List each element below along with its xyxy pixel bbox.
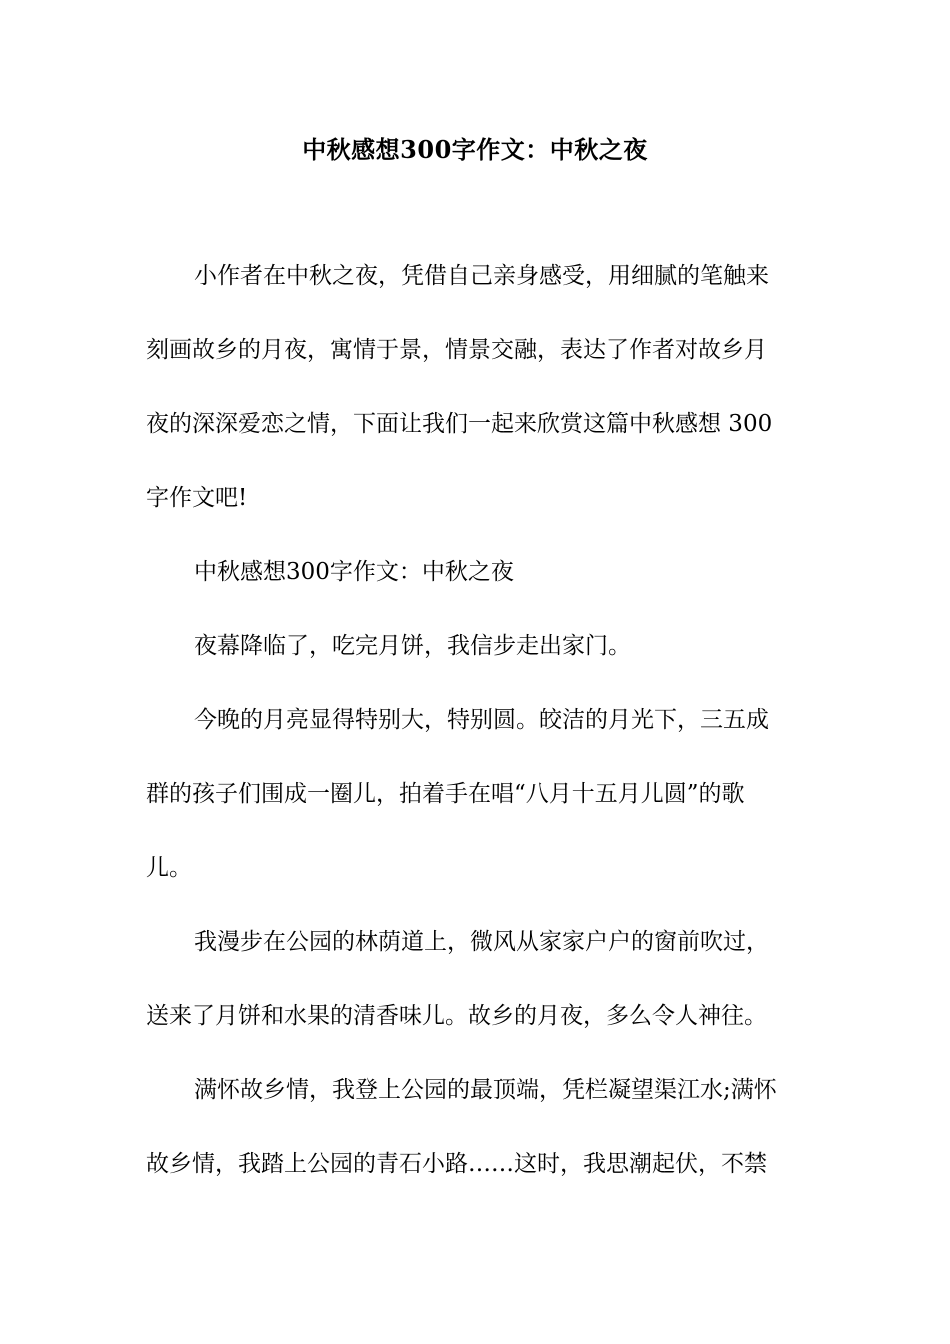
text-line: 字作文吧! (146, 485, 248, 511)
paragraph-moon (146, 702, 808, 887)
text-line: 夜幕降临了，吃完月饼，我信步走出家门。 (194, 633, 631, 659)
document-title: 中秋感想300字作文：中秋之夜 (302, 135, 648, 164)
paragraph-evening (146, 628, 808, 665)
text-line: 今晚的月亮显得特别大，特别圆。皎洁的月光下，三五成 (194, 707, 769, 733)
document-body (146, 258, 808, 1220)
text-line: 我漫步在公园的林荫道上，微风从家家户户的窗前吹过， (194, 929, 769, 955)
text-line: 刻画故乡的月夜，寓情于景，情景交融，表达了作者对故乡月 (146, 337, 767, 363)
text-line: 群的孩子们围成一圈儿，拍着手在唱“八月十五月儿圆”的歌 (146, 781, 745, 807)
text-line: 送来了月饼和水果的清香味儿。故乡的月夜，多么令人神往。 (146, 1003, 767, 1029)
text-line: 中秋感想300字作文：中秋之夜 (194, 559, 514, 585)
text-line: 故乡情，我踏上公园的青石小路……这时，我思潮起伏，不禁 (146, 1151, 767, 1177)
paragraph-park-walk (146, 924, 808, 1035)
text-line: 小作者在中秋之夜，凭借自己亲身感受，用细腻的笔触来 (194, 263, 769, 289)
text-line: 满怀故乡情，我登上公园的最顶端，凭栏凝望渠江水;满怀 (194, 1077, 777, 1103)
paragraph-subtitle (146, 554, 808, 591)
paragraph-hometown (146, 1072, 808, 1183)
paragraph-intro (146, 258, 808, 517)
text-line: 夜的深深爱恋之情，下面让我们一起来欣赏这篇中秋感想 300 (146, 411, 773, 437)
text-line: 儿。 (146, 855, 192, 881)
